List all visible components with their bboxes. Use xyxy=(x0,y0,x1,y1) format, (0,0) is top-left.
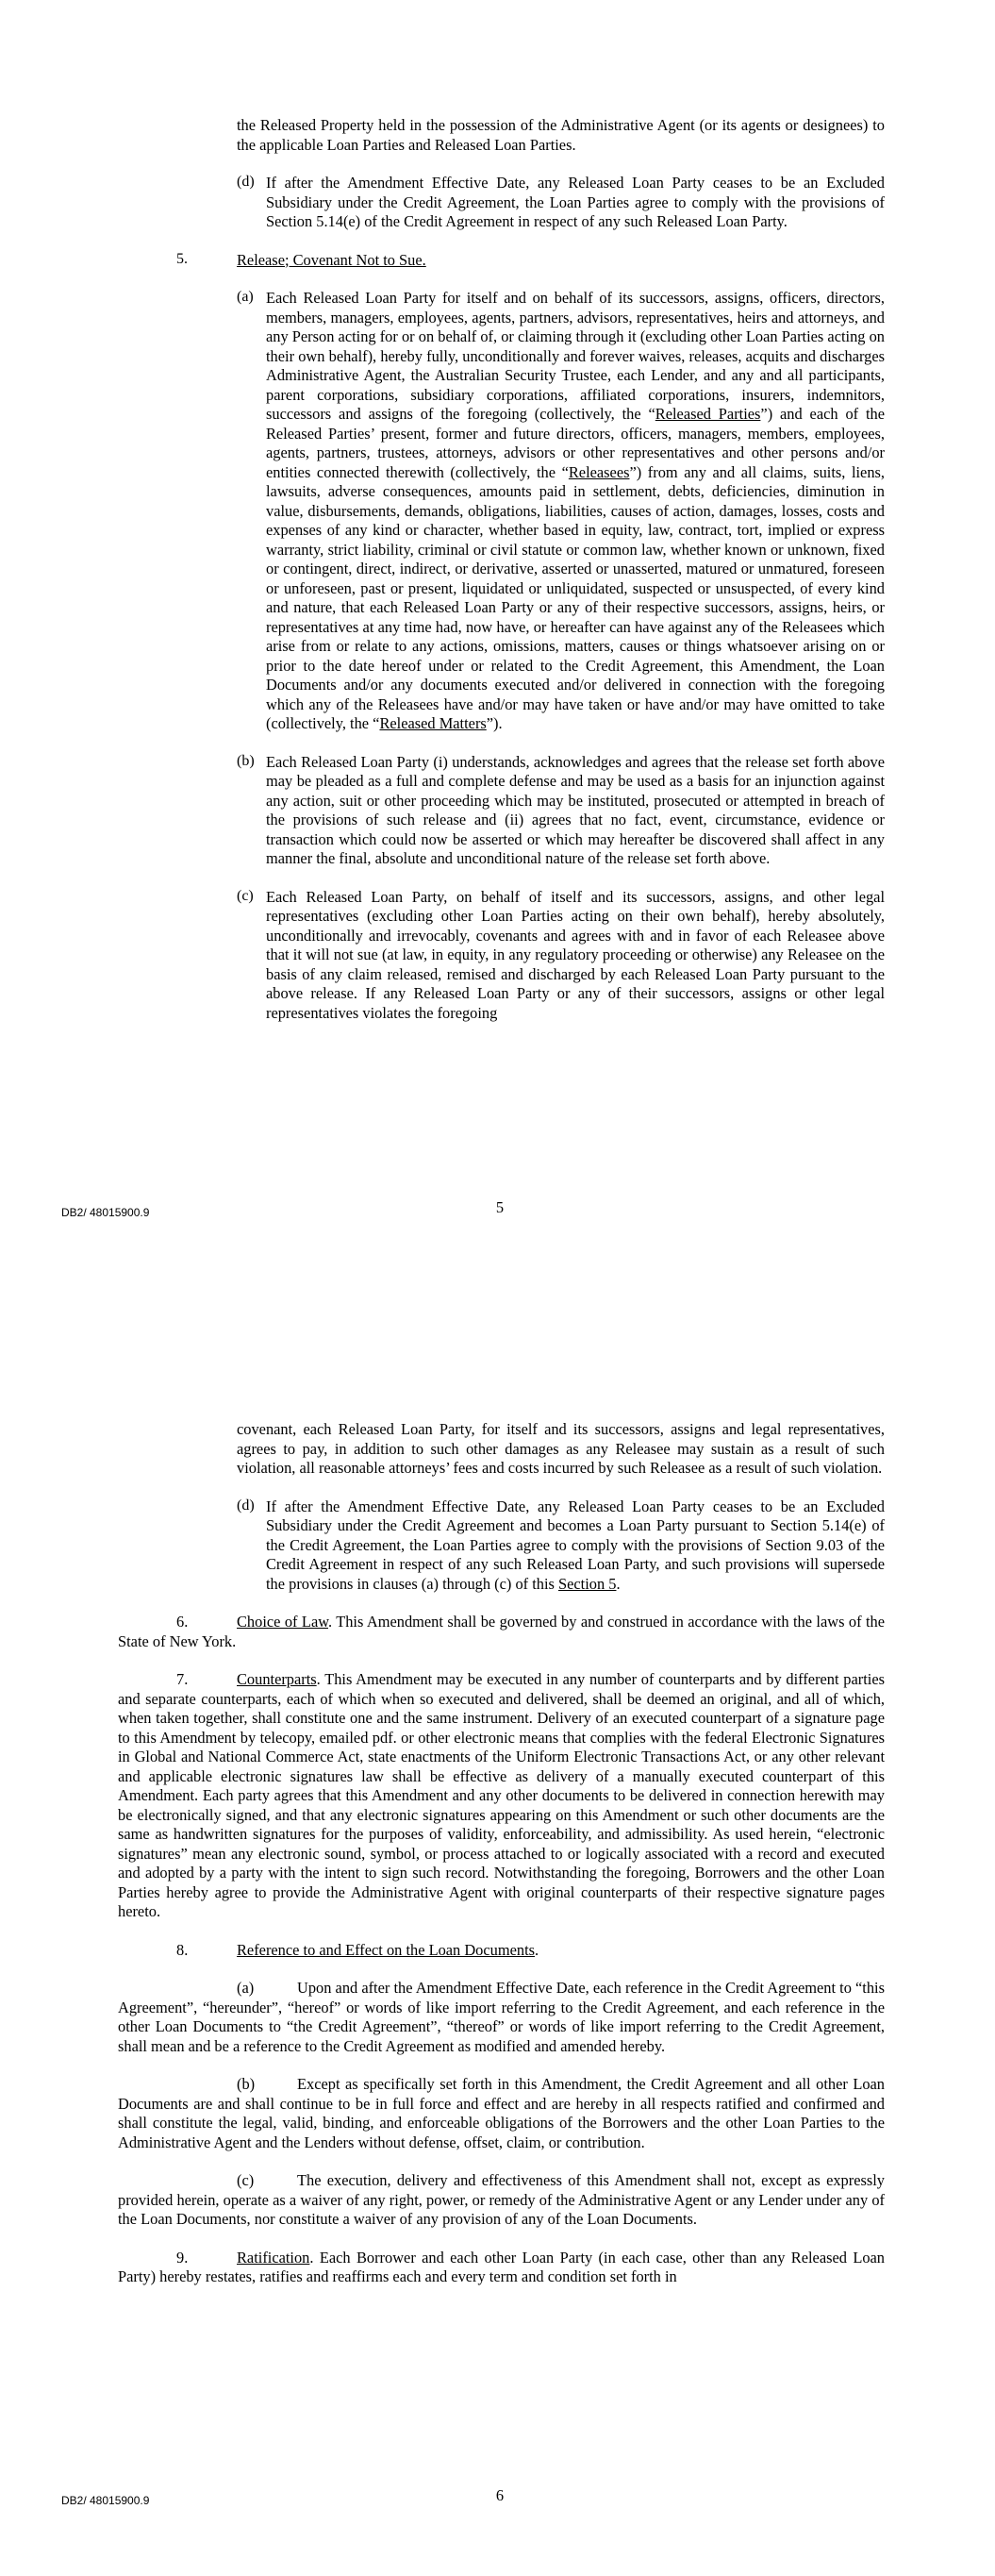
clause-c xyxy=(237,888,885,1024)
section-title: Release; Covenant Not to Sue. xyxy=(237,250,426,269)
page-number: 5 xyxy=(495,1198,505,1216)
section-number: 5. xyxy=(176,250,188,267)
section-5-heading xyxy=(176,251,885,271)
section-title: Choice of Law xyxy=(237,1613,328,1631)
clause-text: Each Released Loan Party (i) understands, acknowledges and agrees that the release set forth above may be pleaded as a full and complete defense and may be used as a basis for an injunction against any action, suit or other proceeding which may be instituted, prosecuted or attempted in breach of the provisions of such release and (ii) agrees that no fact, event, circumstance, evidence or transaction which could now be asserted or which may hereafter be discovered shall affect in any manner the final, absolute and unconditional nature of the release set forth above. xyxy=(266,752,885,867)
page-number: 6 xyxy=(495,2486,505,2504)
continued-paragraph: covenant, each Released Loan Party, for itself and its successors, assigns and legal representatives, agrees to pay, in addition to such other damages as any Releasee may sustain as a result of such violation, all reasonable attorneys’ fees and costs incurred by such Releasee as a result of such violation. xyxy=(237,1420,885,1477)
section-9: 9. Ratification. Each Borrower and each other Loan Party (in each case, other than any Released Loan Party) hereby restates, ratifies and reaffirms each and every term and condition set forth in xyxy=(118,2248,885,2285)
clause-text: If after the Amendment Effective Date, any Released Loan Party ceases to be an Excluded Subsidiary under the Credit Agreement, the Loan Parties agree to comply with the provisions of Section 5.14(e) of the Credit Agreement in respect of any such Released Loan Party. xyxy=(266,174,885,230)
subsection-label: (c) xyxy=(237,2171,255,2189)
clause-a xyxy=(237,289,885,734)
subsection-label: (b) xyxy=(237,2075,256,2093)
section-number: 7. xyxy=(176,1670,189,1688)
clause-text: Each Released Loan Party, on behalf of itself and its successors, assigns, and other legal representatives (excluding other Loan Parties acting on their own behalf), hereby absolutely, unconditionally and irrevocably, covenants and agrees with and in favor of each Releasee above that it will not sue (at law, in equity, in any regulatory proceeding or otherwise) any Releasee on the basis of any claim released, remised and discharged by each Released Loan Party pursuant to the above release. If any Released Loan Party or any of their successors, assigns or other legal representatives violates the foregoing xyxy=(266,887,885,1022)
document-page-6 xyxy=(0,1288,995,2576)
clause-label: (b) xyxy=(237,752,255,769)
clause-text: Each Released Loan Party for itself and on behalf of its successors, assigns, officers, directors, members, managers, employees, agents, partners, advisors, representatives, heirs and attorneys, and any Person acting for or on behalf of, or claiming through it (excluding other Loan Parties acting on their own behalf), hereby fully, unconditionally and forever waives, releases, acquits and discharges Administrative Agent, the Australian Security Trustee, each Lender, and any and all participants, parent corporations, subsidiary corporations, affiliated corporations, insurers, indemnitors, successors and assigns of the foregoing (collectively, the “Released Parties”) and each of the Released Parties’ present, former and future directors, officers, managers, members, employees, agents, partners, trustees, attorneys, advisors or other representatives and other persons and/or entities connected therewith (collectively, the “Releasees”) from any and all claims, suits, liens, lawsuits, adverse consequences, amounts paid in settlement, debts, deficiencies, diminution in value, disbursements, demands, obligations, liabilities, causes of action, damages, losses, costs and expenses of any kind or character, whether based in equity, law, contract, tort, implied or express warranty, strict liability, criminal or civil statute or common law, whether known or unknown, fixed or contingent, direct, indirect, or derivative, asserted or unasserted, matured or unmatured, foreseen or unforeseen, past or present, liquidated or unliquidated, suspected or unsuspected, of every kind and nature, that each Released Loan Party or any of their respective successors, assigns, heirs, or representatives at any time had, now have, or hereafter can have against any of the Releasees which arise from or relate to any actions, omissions, matters, causes or things whatsoever arising on or prior to the date hereof under or related to the Credit Agreement, this Amendment, the Loan Documents and/or any documents executed and/or delivered in connection with the foregoing which any of the Releasees have and/or may have taken or have and/or may have omitted to take (collectively, the “Released Matters”). xyxy=(266,289,885,732)
continued-paragraph: the Released Property held in the possession of the Administrative Agent (or its agents or designees) to the applicable Loan Parties and Released Loan Parties. xyxy=(237,116,885,154)
section-number: 6. xyxy=(176,1613,189,1631)
clause-b xyxy=(237,753,885,869)
section-title: Counterparts xyxy=(237,1670,317,1688)
subsection-c: (c) The execution, delivery and effectiveness of this Amendment shall not, except as expressly provided herein, operate as a waiver of any right, power, or remedy of the Administrative Agent or any Lender under any of the Loan Documents, nor constitute a waiver of any provision of any of the Loan Documents. xyxy=(118,2171,885,2228)
section-title: Reference to and Effect on the Loan Documents xyxy=(237,1940,535,1959)
subsection-label: (a) xyxy=(237,1979,255,1997)
section-number: 9. xyxy=(176,2248,189,2267)
defined-term: Released Matters xyxy=(379,714,487,732)
clause-d xyxy=(237,1497,885,1595)
clause-label: (a) xyxy=(237,289,254,305)
clause-text: If after the Amendment Effective Date, any Released Loan Party ceases to be an Excluded Subsidiary under the Credit Agreement and becomes a Loan Party pursuant to Section 5.14(e) of the Credit Agreement, the Loan Parties agree to comply with the provisions of Section 9.03 of the Credit Agreement in respect of any such Released Loan Party, and such provisions will supersede the provisions in clauses (a) through (c) of this Section 5. xyxy=(266,1497,885,1593)
section-8-heading: 8. Reference to and Effect on the Loan Documents. xyxy=(176,1940,539,1959)
section-7: 7. Counterparts. This Amendment may be executed in any number of counterparts and by different parties and separate counterparts, each of which when so executed and delivered, shall be deemed an original, and all of which, when taken together, shall constitute one and the same instrument. Delivery of an executed counterpart of a signature page to this Amendment by telecopy, emailed pdf. or other electronic means that complies with the federal Electronic Signatures in Global and National Commerce Act, state enactments of the Uniform Electronic Transactions Act, or any other relevant and applicable electronic signatures law shall be effective as delivery of a manually executed counterpart of this Amendment. Each party agrees that this Amendment and any other documents to be delivered in connection herewith may be electronically signed, and that any electronic signatures appearing on this Amendment or such other documents are the same as handwritten signatures for the purposes of validity, enforceability, and admissibility. As used herein, “electronic signatures” mean any electronic sound, symbol, or process attached to or logically associated with a record and executed and adopted by a party with the intent to sign such record. Notwithstanding the foregoing, Borrowers and the other Loan Parties hereby agree to provide the Administrative Agent with original counterparts of their respective signature pages hereto. xyxy=(118,1670,885,1920)
section-reference: Section 5 xyxy=(558,1574,617,1593)
clause-label: (d) xyxy=(237,174,255,190)
defined-term: Releasees xyxy=(568,462,630,481)
subsection-a: (a) Upon and after the Amendment Effective Date, each reference in the Credit Agreement to “this Agreement”, “hereunder”, “hereof” or words of like import referring to the Credit Agreement, and each reference in the other Loan Documents to “the Credit Agreement”, “thereof” or words of like import referring to the Credit Agreement, shall mean and be a reference to the Credit Agreement as modified and amended hereby. xyxy=(118,1979,885,2055)
document-id: DB2/ 48015900.9 xyxy=(61,1206,150,1219)
clause-label: (d) xyxy=(237,1497,255,1514)
section-number: 8. xyxy=(176,1940,189,1959)
page-body xyxy=(118,1420,885,2287)
section-title: Ratification xyxy=(237,2248,310,2267)
section-6: 6. Choice of Law. This Amendment shall be governed by and construed in accordance with the laws of the State of New York. xyxy=(118,1613,885,1650)
clause-d xyxy=(237,174,885,232)
defined-term: Released Parties xyxy=(655,405,761,423)
subsection-b: (b) Except as specifically set forth in this Amendment, the Credit Agreement and all other Loan Documents are and shall continue to be in full force and effect and are hereby in all respects ratified and confirmed and shall constitute the legal, valid, binding, and enforceable obligations of the Borrowers and the other Loan Parties to the Administrative Agent and the Lenders without defense, offset, claim, or contribution. xyxy=(118,2075,885,2151)
clause-label: (c) xyxy=(237,887,254,904)
page-body xyxy=(118,116,885,1023)
document-id: DB2/ 48015900.9 xyxy=(61,2494,150,2507)
